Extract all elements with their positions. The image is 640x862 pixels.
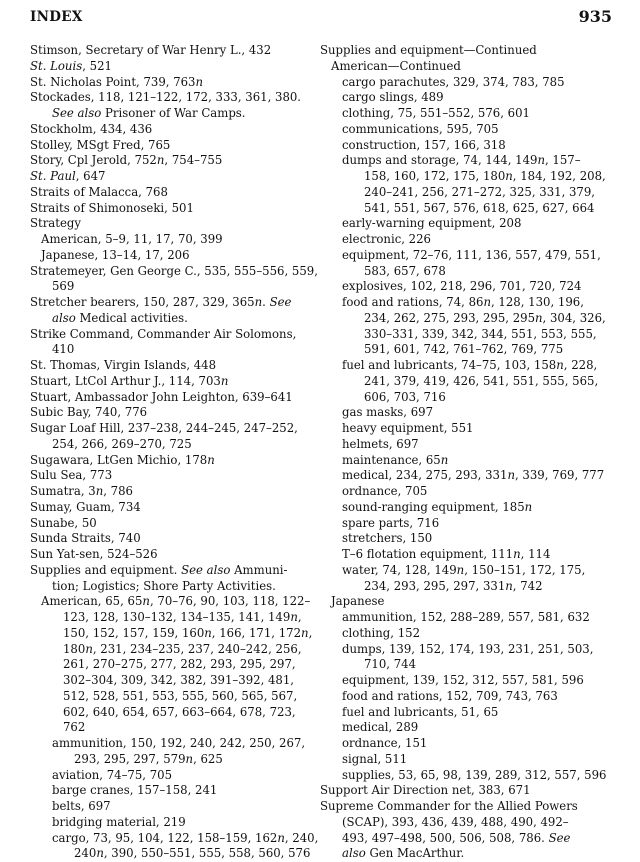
index-entry: Straits of Shimonoseki, 501 <box>30 200 194 215</box>
index-entry: Japanese <box>331 594 385 609</box>
index-entry: ammunition, 152, 288–289, 557, 581, 632 <box>342 610 590 624</box>
index-entry: bridging material, 219 <box>52 814 186 829</box>
index-entry: Support Air Direction net, 383, 671 <box>320 783 531 798</box>
index-entry: 158, 160, 172, 175, 180n, 184, 192, 208, <box>364 169 606 183</box>
index-entry: Stuart, Ambassador John Leighton, 639–641 <box>30 389 293 404</box>
index-entry: equipment, 72–76, 111, 136, 557, 479, 551, <box>342 247 601 262</box>
index-entry: Stretcher bearers, 150, 287, 329, 365n. See <box>30 295 292 309</box>
index-entry: medical, 289 <box>342 720 419 735</box>
index-entry: Stratemeyer, Gen George C., 535, 555–556, 559, <box>30 263 318 278</box>
index-entry: 234, 262, 275, 293, 295, 295n, 304, 326, <box>364 310 606 325</box>
index-entry: 123, 128, 130–132, 134–135, 141, 149n, <box>63 610 302 624</box>
index-entry: equipment, 139, 152, 312, 557, 581, 596 <box>342 673 584 687</box>
index-entry: 512, 528, 551, 553, 555, 560, 565, 567, <box>63 688 298 703</box>
index-entry: Stockholm, 434, 436 <box>30 121 153 136</box>
index-entry: gas masks, 697 <box>342 405 434 420</box>
index-entry: ordnance, 705 <box>342 484 428 498</box>
index-entry: 254, 266, 269–270, 725 <box>52 436 192 451</box>
index-entry: dumps, 139, 152, 174, 193, 231, 251, 503, <box>342 641 594 656</box>
index-entry: spare parts, 716 <box>342 515 440 530</box>
index-entry: Sumay, Guam, 734 <box>30 499 141 514</box>
index-entry: fuel and lubricants, 74–75, 103, 158n, 228, <box>342 358 598 372</box>
index-entry: St. Paul, 647 <box>30 169 106 183</box>
index-entry: signal, 511 <box>342 751 408 766</box>
index-entry: Sugawara, LtGen Michio, 178n <box>30 452 215 467</box>
index-entry: Stimson, Secretary of War Henry L., 432 <box>30 43 272 57</box>
index-entry: 180n, 231, 234–235, 237, 240–242, 256, <box>63 641 302 656</box>
index-entry: supplies, 53, 65, 98, 139, 289, 312, 557, 596 <box>342 767 607 782</box>
index-entry: Stockades, 118, 121–122, 172, 333, 361, 380. <box>30 90 302 105</box>
index-entry: communications, 595, 705 <box>342 121 499 136</box>
index-entry: tion; Logistics; Shore Party Activities. <box>52 578 276 593</box>
index-entry: American—Continued <box>331 58 461 73</box>
index-entry: clothing, 152 <box>342 625 421 640</box>
page-header <box>30 7 612 27</box>
index-entry: 569 <box>52 279 75 294</box>
index-entry: 606, 703, 716 <box>364 389 446 404</box>
running-head: INDEX <box>30 9 83 25</box>
index-entry: 240–241, 256, 271–272, 325, 331, 379, <box>364 184 596 199</box>
index-entry: barge cranes, 157–158, 241 <box>52 783 218 798</box>
index-column-right <box>320 43 616 862</box>
index-entry: sound-ranging equipment, 185n <box>342 499 533 514</box>
index-entry: aviation, 74–75, 705 <box>52 767 173 782</box>
index-entry: clothing, 75, 551–552, 576, 601 <box>342 106 530 120</box>
index-entry: dumps and storage, 74, 144, 149n, 157– <box>342 153 581 168</box>
index-entry: 493, 497–498, 500, 506, 508, 786. See <box>342 830 571 845</box>
index-entry: electronic, 226 <box>342 232 431 246</box>
index-entry: Sugar Loaf Hill, 237–238, 244–245, 247–252, <box>30 421 298 435</box>
index-entry: 293, 295, 297, 579n, 625 <box>74 751 223 766</box>
index-entry: Sumatra, 3n, 786 <box>30 484 133 498</box>
index-entry: American, 65, 65n, 70–76, 90, 103, 118, 122– <box>41 594 311 609</box>
index-entry: stretchers, 150 <box>342 531 433 546</box>
index-entry: heavy equipment, 551 <box>342 421 474 435</box>
index-entry: fuel and lubricants, 51, 65 <box>342 704 499 719</box>
index-entry: Sun Yat-sen, 524–526 <box>30 547 158 561</box>
index-entry: Straits of Malacca, 768 <box>30 184 168 199</box>
index-entry: Story, Cpl Jerold, 752n, 754–755 <box>30 153 223 168</box>
index-entry: 710, 744 <box>364 657 417 672</box>
page-number: 935 <box>578 7 612 26</box>
index-entry: Strategy <box>30 216 81 231</box>
index-entry: 240n, 390, 550–551, 555, 558, 560, 576 <box>74 846 311 861</box>
index-entry: 330–331, 339, 342, 344, 551, 553, 555, <box>364 326 597 341</box>
index-entry: explosives, 102, 218, 296, 701, 720, 724 <box>342 279 582 294</box>
index-entry: Stuart, LtCol Arthur J., 114, 703n <box>30 373 229 388</box>
index-entry: Strike Command, Commander Air Solomons, <box>30 326 297 341</box>
index-entry: Sunabe, 50 <box>30 515 97 530</box>
index-entry: St. Louis, 521 <box>30 58 112 73</box>
index-entry: 591, 601, 742, 761–762, 769, 775 <box>364 342 564 357</box>
index-entry: 410 <box>52 342 75 357</box>
index-entry: water, 74, 128, 149n, 150–151, 172, 175, <box>342 562 586 577</box>
index-entry: helmets, 697 <box>342 436 419 451</box>
index-entry: 302–304, 309, 342, 382, 391–392, 481, <box>63 673 295 687</box>
index-entry: 541, 551, 567, 576, 618, 625, 627, 664 <box>364 200 595 215</box>
index-entry: St. Nicholas Point, 739, 763n <box>30 74 204 89</box>
index-entry: 261, 270–275, 277, 282, 293, 295, 297, <box>63 657 296 672</box>
index-entry: 241, 379, 419, 426, 541, 551, 555, 565, <box>364 373 599 388</box>
index-entry: 150, 152, 157, 159, 160n, 166, 171, 172n, <box>63 625 313 640</box>
index-entry: also Medical activities. <box>52 310 188 325</box>
index-entry: cargo parachutes, 329, 374, 783, 785 <box>342 74 565 89</box>
index-entry: 602, 640, 654, 657, 663–664, 678, 723, <box>63 704 296 719</box>
index-entry: maintenance, 65n <box>342 452 449 467</box>
index-entry: 762 <box>63 720 86 735</box>
index-entry: Stolley, MSgt Fred, 765 <box>30 137 171 152</box>
index-entry: Sunda Straits, 740 <box>30 531 141 546</box>
index-entry: medical, 234, 275, 293, 331n, 339, 769, 777 <box>342 468 605 483</box>
index-entry: food and rations, 74, 86n, 128, 130, 196, <box>342 295 584 309</box>
index-column-left <box>30 43 319 862</box>
index-entry: cargo slings, 489 <box>342 90 444 105</box>
index-entry: belts, 697 <box>52 799 111 813</box>
index-entry: ammunition, 150, 192, 240, 242, 250, 267, <box>52 736 306 750</box>
index-entry: See also Prisoner of War Camps. <box>52 106 246 120</box>
index-entry: T–6 flotation equipment, 111n, 114 <box>342 547 551 561</box>
index-entry: early-warning equipment, 208 <box>342 216 522 231</box>
index-entry: Supplies and equipment—Continued <box>320 43 537 57</box>
index-entry: St. Thomas, Virgin Islands, 448 <box>30 358 217 372</box>
index-entry: 234, 293, 295, 297, 331n, 742 <box>364 578 543 593</box>
index-entry: food and rations, 152, 709, 743, 763 <box>342 688 558 703</box>
index-entry: American, 5–9, 11, 17, 70, 399 <box>41 232 223 246</box>
index-entry: construction, 157, 166, 318 <box>342 137 506 152</box>
index-entry: (SCAP), 393, 436, 439, 488, 490, 492– <box>342 814 569 829</box>
index-entry: cargo, 73, 95, 104, 122, 158–159, 162n, 240, <box>52 830 319 845</box>
index-entry: Supplies and equipment. See also Ammuni- <box>30 562 288 577</box>
index-entry: also Gen MacArthur. <box>342 846 465 861</box>
index-entry: Japanese, 13–14, 17, 206 <box>41 247 190 262</box>
index-entry: 583, 657, 678 <box>364 263 446 278</box>
index-entry: Sulu Sea, 773 <box>30 468 113 483</box>
index-entry: Subic Bay, 740, 776 <box>30 405 148 420</box>
index-entry: ordnance, 151 <box>342 736 428 750</box>
index-entry: Supreme Commander for the Allied Powers <box>320 799 578 813</box>
